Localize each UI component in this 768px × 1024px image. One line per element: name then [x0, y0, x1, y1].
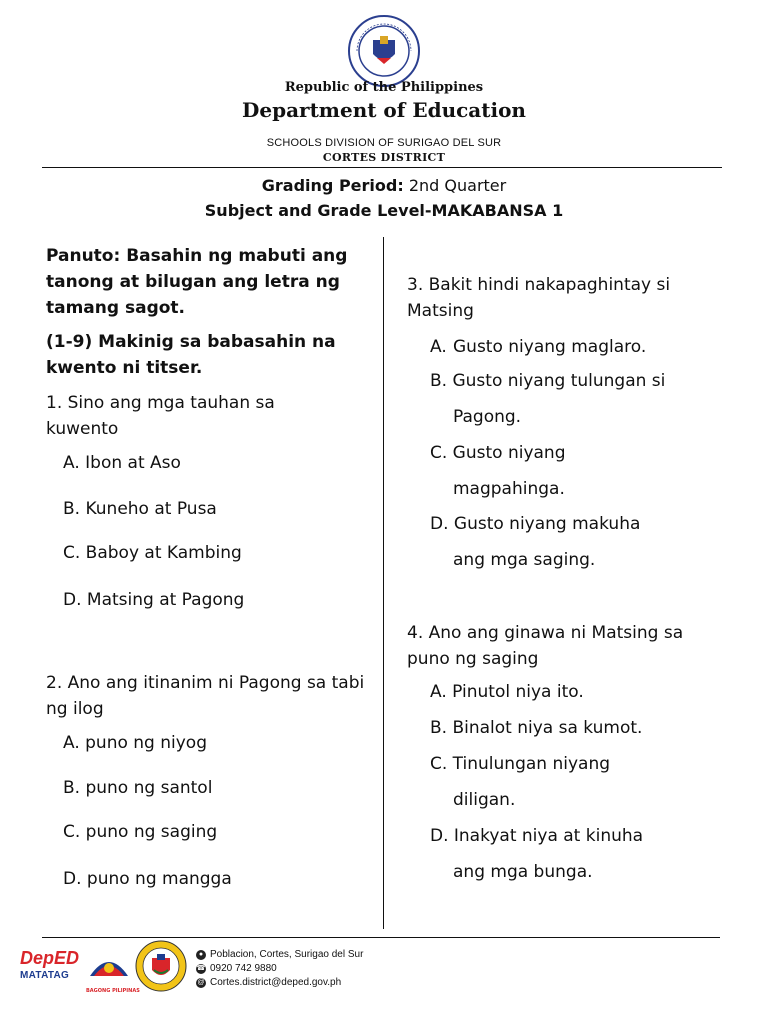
- q4-option-d[interactable]: D. Inakyat niya at kinuha: [430, 826, 644, 846]
- q3-option-c-cont: magpahinga.: [453, 479, 565, 499]
- listen-instruction: (1-9) Makinig sa babasahin na kwento ni titser.: [46, 332, 336, 378]
- q1-option-d[interactable]: D. Matsing at Pagong: [63, 590, 245, 610]
- contact-address: ● Poblacion, Cortes, Surigao del Sur: [196, 949, 363, 960]
- subject-grade-level: Subject and Grade Level-MAKABANSA 1: [204, 201, 564, 220]
- deped-matatag-logo: DepED MATATAG: [20, 948, 80, 981]
- column-divider: [383, 237, 384, 929]
- question-4: 4. Ano ang ginawa ni Matsing sa puno ng saging: [407, 623, 684, 669]
- q1-option-c[interactable]: C. Baboy at Kambing: [63, 543, 242, 563]
- contact-phone: ☎ 0920 742 9880: [196, 963, 277, 974]
- division-label: SCHOOLS DIVISION OF SURIGAO DEL SUR: [266, 137, 502, 149]
- q3-option-a[interactable]: A.: [430, 337, 447, 357]
- q4-option-c[interactable]: C. Tinulungan niyang: [430, 754, 611, 774]
- q2-option-c[interactable]: C. puno ng saging: [63, 822, 218, 842]
- q3-option-b[interactable]: B. Gusto niyang tulungan si: [430, 371, 666, 391]
- question-2: 2. Ano ang itinanim ni Pagong sa tabi ng ilog: [46, 673, 365, 719]
- bagong-pilipinas-icon: [86, 946, 132, 984]
- q4-option-b[interactable]: B. Binalot niya sa kumot.: [430, 718, 643, 738]
- district-label: CORTES DISTRICT: [322, 151, 446, 164]
- q3-option-d-cont: ang mga saging.: [453, 550, 596, 570]
- q4-option-c-cont: diligan.: [453, 790, 516, 810]
- district-seal-icon: [135, 940, 187, 992]
- q3-option-d[interactable]: D. Gusto niyang makuha: [430, 514, 641, 534]
- department-title: Department of Education: [242, 98, 526, 122]
- republic-label: Republic of the Philippines: [284, 80, 484, 95]
- grading-period: Grading Period: 2nd Quarter: [261, 176, 507, 195]
- q2-option-d[interactable]: D. puno ng mangga: [63, 869, 232, 889]
- panuto-instruction: Panuto: Basahin ng mabuti ang tanong at bilugan ang letra ng tamang sagot.: [46, 246, 348, 318]
- bagong-pilipinas-logo: BAGONG PILIPINAS: [86, 946, 132, 996]
- phone-icon: ☎: [196, 964, 206, 972]
- deped-seal-icon: [347, 14, 421, 88]
- q3-option-b-cont: Pagong.: [453, 407, 522, 427]
- q4-option-d-cont: ang mga bunga.: [453, 862, 593, 882]
- location-icon: ●: [196, 950, 206, 960]
- contact-email[interactable]: @ Cortes.district@deped.gov.ph: [197, 977, 342, 988]
- q2-option-b[interactable]: B. puno ng santol: [63, 778, 213, 798]
- q2-option-a[interactable]: A. puno ng niyog: [63, 733, 208, 753]
- question-1: 1. Sino ang mga tauhan sa kuwento: [46, 393, 275, 439]
- question-3: 3. Bakit hindi nakapaghintay si Matsing: [407, 275, 671, 321]
- q1-option-a[interactable]: A. Ibon at Aso: [63, 453, 181, 473]
- q3-option-c[interactable]: C. Gusto niyang: [430, 443, 566, 463]
- q1-option-b[interactable]: B. Kuneho at Pusa: [63, 499, 217, 519]
- q3-option-a-text: Gusto niyang maglaro.: [453, 337, 647, 357]
- footer-divider: [42, 937, 720, 938]
- q4-option-a[interactable]: A. Pinutol niya ito.: [430, 682, 584, 702]
- email-icon: @: [197, 978, 205, 986]
- header-divider: [42, 167, 722, 168]
